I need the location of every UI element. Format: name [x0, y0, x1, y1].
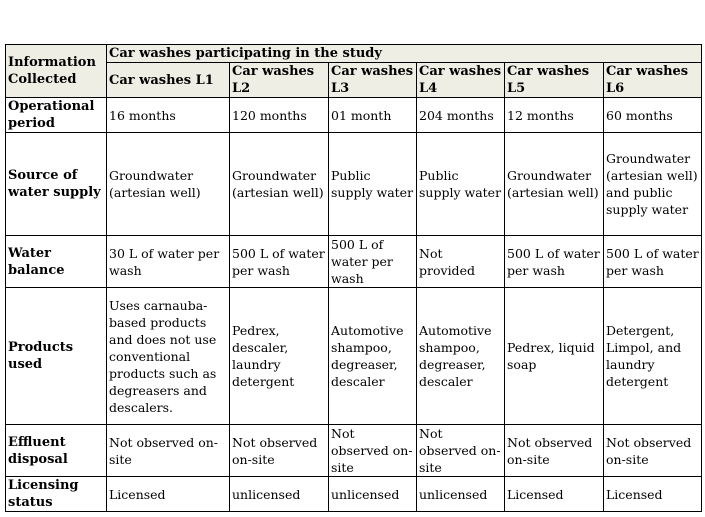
table-cell: Not observed on-site: [604, 425, 702, 477]
row-label: Operational period: [6, 98, 107, 133]
column-header-l4: Car washes L4: [417, 63, 505, 98]
table-cell: 60 months: [604, 98, 702, 133]
table-cell: Automotive shampoo, degreaser, descaler: [417, 288, 505, 425]
table-cell: Groundwater (artesian well): [230, 133, 329, 236]
table-row: [6, 98, 702, 133]
column-header-l3: Car washes L3: [329, 63, 417, 98]
table-cell: unlicensed: [230, 477, 329, 512]
row-label: Licensing status: [6, 477, 107, 512]
table-cell: 16 months: [107, 98, 230, 133]
table-cell: Licensed: [107, 477, 230, 512]
table-cell: 120 months: [230, 98, 329, 133]
table-cell: 500 L of water per wash: [604, 236, 702, 288]
table-cell: 500 L of water per wash: [230, 236, 329, 288]
row-label: Effluent disposal: [6, 425, 107, 477]
table-cell: Licensed: [505, 477, 604, 512]
table-cell: Detergent, Limpol, and laundry detergent: [604, 288, 702, 425]
table-row: [6, 236, 702, 288]
column-header-l5: Car washes L5: [505, 63, 604, 98]
table-row: [6, 477, 702, 512]
table-cell: Public supply water: [329, 133, 417, 236]
table-cell: Pedrex, descaler, laundry detergent: [230, 288, 329, 425]
group-header: Car washes participating in the study: [107, 45, 702, 63]
table-row: [6, 288, 702, 425]
column-header-l2: Car washes L2: [230, 63, 329, 98]
table-cell: Groundwater (artesian well): [107, 133, 230, 236]
study-table: [5, 44, 702, 512]
table-cell: Licensed: [604, 477, 702, 512]
information-collected-header: Information Collected: [6, 45, 107, 98]
table-cell: unlicensed: [417, 477, 505, 512]
table-cell: Groundwater (artesian well): [505, 133, 604, 236]
table-cell: Groundwater (artesian well) and public supply water: [604, 133, 702, 236]
table-cell: 01 month: [329, 98, 417, 133]
table-cell: Not observed on-site: [107, 425, 230, 477]
table-cell: 204 months: [417, 98, 505, 133]
row-label: Products used: [6, 288, 107, 425]
table-cell: Not observed on-site: [230, 425, 329, 477]
table-row: [6, 425, 702, 477]
table-cell: Not observed on-site: [505, 425, 604, 477]
table-cell: 12 months: [505, 98, 604, 133]
column-header-l1: Car washes L1: [107, 63, 230, 98]
table-row: [6, 133, 702, 236]
table-cell: 500 L of water per wash: [329, 236, 417, 288]
row-label: Water balance: [6, 236, 107, 288]
table-cell: Pedrex, liquid soap: [505, 288, 604, 425]
table-cell: Not observed on-site: [417, 425, 505, 477]
table-cell: Uses carnauba-based products and does not use conventional products such as degreasers and descalers.: [107, 288, 230, 425]
column-header-l6: Car washes L6: [604, 63, 702, 98]
table-cell: Not provided: [417, 236, 505, 288]
table-cell: unlicensed: [329, 477, 417, 512]
table-cell: Automotive shampoo, degreaser, descaler: [329, 288, 417, 425]
table-cell: Not observed on-site: [329, 425, 417, 477]
table-cell: 30 L of water per wash: [107, 236, 230, 288]
table-cell: Public supply water: [417, 133, 505, 236]
table-cell: 500 L of water per wash: [505, 236, 604, 288]
row-label: Source of water supply: [6, 133, 107, 236]
